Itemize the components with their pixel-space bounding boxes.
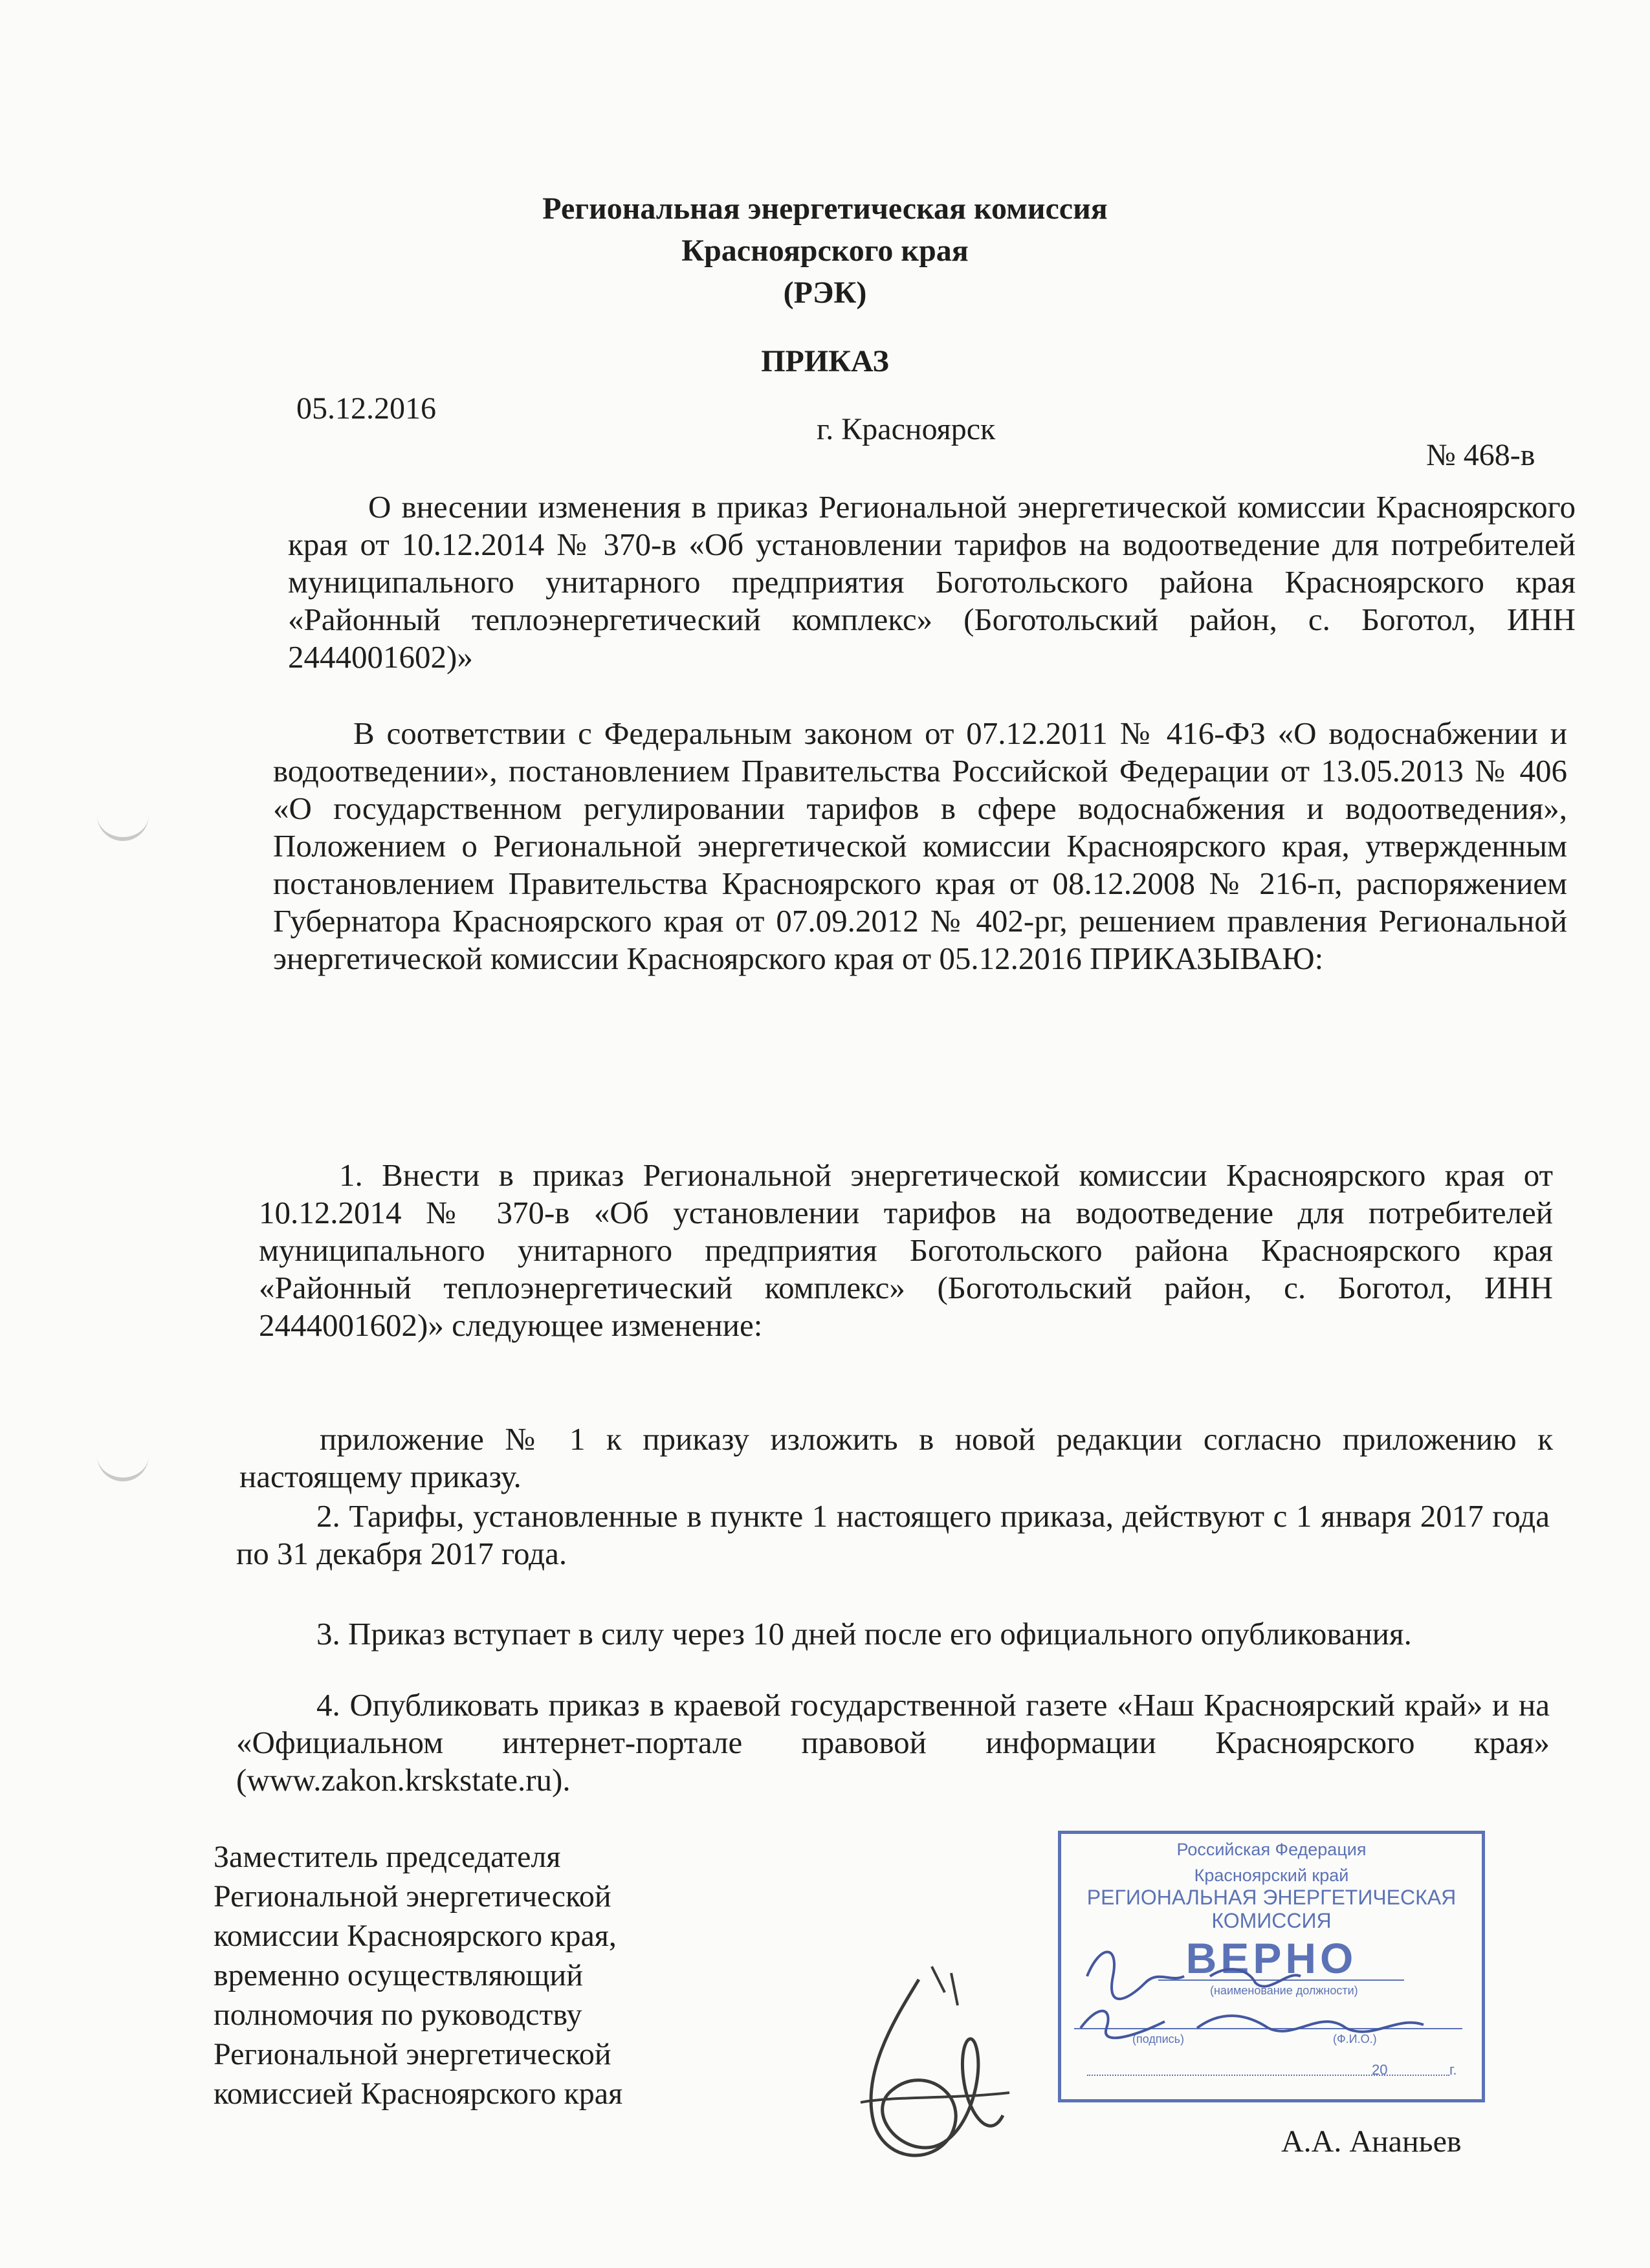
stamp-verno: ВЕРНО	[1185, 1934, 1358, 1982]
handwritten-signature	[822, 1954, 1029, 2199]
punch-hole-top	[97, 809, 149, 841]
stamp-caption-position: (наименование должности)	[1210, 1984, 1358, 1997]
stamp-country: Российская Федерация	[1176, 1840, 1367, 1859]
punch-hole-bottom	[97, 1449, 149, 1481]
stamp-handwriting	[1061, 1931, 1482, 2060]
org-name-line1: Региональная энергетическая комиссия	[542, 191, 1108, 226]
signatory-line: Региональной энергетической	[214, 2037, 611, 2071]
stamp-year: 20	[1372, 2062, 1388, 2078]
item-2: 2. Тарифы, установленные в пункте 1 настоящего приказа, действуют с 1 января 2017 года по 31 декабря 2017 года.	[236, 1498, 1550, 1571]
item-1-sub: приложение № 1 к приказу изложить в новой редакции согласно приложению к настоящему приказу.	[239, 1421, 1553, 1494]
signatory-line: комиссии Красноярского края,	[214, 1919, 617, 1953]
document-city: г. Красноярск	[817, 412, 996, 446]
preamble-paragraph: В соответствии с Федеральным законом от 07.12.2011 № 416-ФЗ «О водоснабжении и водоотведении», постановлением Правительства Российской Федерации от 13.05.2013 № 406 «О государственном регулировании тарифов в сфере водоснабжения и водоотведения», Положением о Региональной энергетической комиссии Красноярского края, утвержденным постановлением Правительства Красноярского края от 08.12.2008 № 216-п, распоряжением Губернатора Красноярского края от 07.09.2012 № 402-рг, решением правления Региональной энергетической комиссии Красноярского края от 05.12.2016 ПРИКАЗЫВАЮ:	[273, 715, 1567, 976]
signatory-line: полномочия по руководству	[214, 1998, 582, 2032]
signatory-line: временно осуществляющий	[214, 1958, 583, 1992]
stamp-caption-sign: (подпись)	[1132, 2033, 1185, 2045]
item-1: 1. Внести в приказ Региональной энергетической комиссии Красноярского края от 10.12.2014 № 370-в «Об установлении тарифов на водоотведение для потребителей муниципального унитарного предприятия Боготольского района Красноярского края «Районный теплоэнергетический комплекс» (Боготольский район, с. Боготол, ИНН 2444001602)» следующее изменение:	[259, 1157, 1553, 1343]
item-4: 4. Опубликовать приказ в краевой государственной газете «Наш Красноярский край» и на «Официальном интернет-портале правовой информации Красноярского края» (www.zakon.krskstate.ru).	[236, 1687, 1550, 1798]
certification-stamp	[1058, 1831, 1485, 2102]
signatory-title	[214, 1837, 770, 2113]
signatory-line: Региональной энергетической	[214, 1879, 611, 1914]
org-name-line2: Красноярского края	[681, 234, 969, 268]
stamp-g: г.	[1449, 2062, 1457, 2078]
stamp-line	[1087, 2075, 1449, 2076]
document-type: ПРИКАЗ	[761, 344, 889, 378]
stamp-region: Красноярский край	[1194, 1866, 1349, 1885]
org-abbrev: (РЭК)	[783, 276, 867, 310]
document-number: № 468-в	[1426, 438, 1535, 472]
signatory-line: Заместитель председателя	[214, 1840, 561, 1874]
stamp-caption-name: (Ф.И.О.)	[1333, 2033, 1377, 2045]
signatory-line: комиссией Красноярского края	[214, 2077, 623, 2111]
item-3: 3. Приказ вступает в силу через 10 дней после его официального опубликования.	[316, 1616, 1412, 1652]
stamp-org: РЕГИОНАЛЬНАЯ ЭНЕРГЕТИЧЕСКАЯ	[1086, 1886, 1457, 1909]
signatory-name: А.А. Ананьев	[1281, 2124, 1462, 2159]
document-date: 05.12.2016	[296, 391, 436, 426]
document-subject: О внесении изменения в приказ Региональной энергетической комиссии Красноярского края от 10.12.2014 № 370-в «Об установлении тарифов на водоотведение для потребителей муниципального унитарного предприятия Боготольского района Красноярского края «Районный теплоэнергетический комплекс» (Боготольский район, с. Боготол, ИНН 2444001602)»	[288, 489, 1576, 675]
stamp-org-2: КОМИССИЯ	[1211, 1909, 1332, 1932]
